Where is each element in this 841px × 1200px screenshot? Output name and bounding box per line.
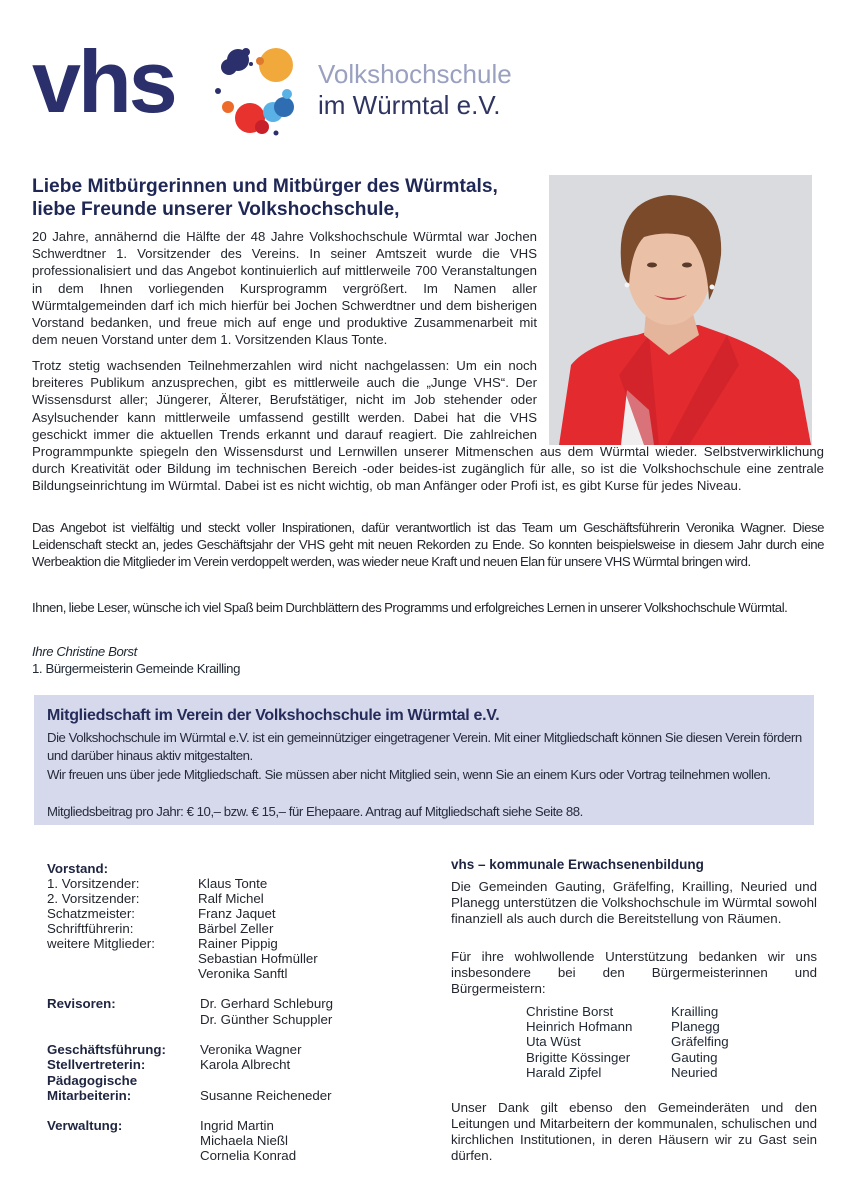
staff-name: Bärbel Zeller [198, 921, 274, 936]
mayor-town: Planegg [671, 1019, 720, 1034]
mayor-town: Gräfelfing [671, 1034, 729, 1049]
mayor-town: Gauting [671, 1050, 718, 1065]
letter-paragraph-3: Das Angebot ist vielfältig und steckt voller Inspirationen, dafür verantwortlich ist das Team um Geschäftsführerin Veronika Wagner. Diese Leidenschaft steckt an, jedes Geschäftsjahr der VHS geht mit neuen Rekorden zu Ende. So konnten beispielsweise in diesem Jahr durch eine Werbeaktion die Mitglieder im Verein verdoppelt werden, was wieder neue Kraft und neuen Elan für unsere VHS Würmtal bringen wird. [32, 520, 824, 570]
paedagogisch-name: Susanne Reicheneder [200, 1088, 332, 1103]
paedagogisch-label-2: Mitarbeiterin: [47, 1088, 132, 1103]
paedagogisch-label-1: Pädagogische [47, 1073, 138, 1088]
revisoren-label: Revisoren: [47, 996, 116, 1011]
mayor-town: Krailling [671, 1004, 719, 1019]
staff-role: Schatzmeister: [47, 906, 135, 921]
staff-name: Sebastian Hofmüller [198, 951, 318, 966]
verwaltung-label: Verwaltung: [47, 1118, 123, 1133]
community-paragraph-2: Für ihre wohlwollende Unterstützung bedanken wir uns insbesondere bei den Bürgermeisterinnen und Bürgermeistern: [451, 949, 817, 996]
geschaeftsfuehrung-name: Veronika Wagner [200, 1042, 302, 1057]
stellvertreterin-name: Karola Albrecht [200, 1057, 291, 1072]
signature-role: 1. Bürgermeisterin Gemeinde Krailling [32, 661, 241, 676]
geschaeftsfuehrung-label: Geschäftsführung: [47, 1042, 166, 1057]
letter-paragraph-1: 20 Jahre, annähernd die Hälfte der 48 Jahre Volkshochschule Würmtal war Jochen Schwerdtner 1. Vorsitzender des Vereins. In seiner Amtszeit wurde die VHS professionalisiert und das Angebot kontinuierlich auf mittlerweile 700 Veranstaltungen in dem Ihnen vorliegenden Kursprogramm vergrößert. Im Namen aller Würmtalgemeinden darf ich mich hierfür bei Jochen Schwerdtner und dem bisherigen Vorstand bedanken, und freue mich auf enge und produktive Zusammenarbeit mit dem neuen Vorstand unter dem 1. Vorsitzenden Klaus Tonte. [32, 229, 537, 348]
letter-paragraph-2 [32, 357, 824, 495]
signature-name: Ihre Christine Borst [32, 644, 137, 659]
greeting-heading-line2: liebe Freunde unserer Volkshochschule, [32, 199, 400, 220]
revisor-name: Dr. Gerhard Schleburg [200, 996, 334, 1011]
vorstand-heading: Vorstand: [47, 861, 109, 876]
membership-title: Mitgliedschaft im Verein der Volkshochschule im Würmtal e.V. [47, 707, 500, 724]
staff-role: Schriftführerin: [47, 921, 134, 936]
mayor-name: Heinrich Hofmann [526, 1019, 633, 1034]
staff-role: 1. Vorsitzender: [47, 876, 140, 891]
org-name-line1: Volkshochschule [318, 59, 512, 89]
staff-role: 2. Vorsitzender: [47, 891, 140, 906]
community-paragraph-1: Die Gemeinden Gauting, Gräfelfing, Krailling, Neuried und Planegg unterstützen die Volkshochschule im Würmtal sowohl finanziell als auch durch die Bereitstellung von Räumen. [451, 879, 817, 926]
vhs-logo-dots-icon [198, 40, 308, 140]
verwaltung-name: Cornelia Konrad [200, 1148, 297, 1163]
mayor-name: Brigitte Kössinger [526, 1050, 631, 1065]
photo-spacer [537, 357, 824, 443]
org-name-line2: im Würmtal e.V. [318, 90, 501, 120]
membership-paragraph-3: Mitgliedsbeitrag pro Jahr: € 10,– bzw. € 15,– für Ehepaare. Antrag auf Mitgliedschaft siehe Seite 88. [47, 804, 583, 819]
membership-paragraph-2: Wir freuen uns über jede Mitgliedschaft. Sie müssen aber nicht Mitglied sein, wenn Sie an einem Kurs oder Vortrag teilnehmen wollen. [47, 767, 771, 782]
vhs-logo-wordmark: vhs [32, 32, 175, 131]
staff-name: Rainer Pippig [198, 936, 278, 951]
membership-paragraph-1: Die Volkshochschule im Würmtal e.V. ist ein gemeinnütziger eingetragener Verein. Mit einer Mitgliedschaft können Sie diesen Verein fördern und darüber hinaus aktiv mitgestalten. [47, 730, 802, 763]
letter-paragraph-2-text: Trotz stetig wachsenden Teilnehmerzahlen wird nicht nachgelassen: Um ein noch breiteres Publikum anzusprechen, gibt es mittlerweile auch die „Junge VHS“. Der Wissensdurst aller; Jüngerer, Älterer, Berufstätiger, nicht im Job stehender oder Asylsuchender kann mittlerweile umfassend gestillt werden. Dabei hat die VHS geschickt immer die aktuellen Trends erkannt und darauf reagiert. Die zahlreichen Programmpunkte spiegeln den Wissensdurst und Lernwillen unserer Mitmenschen aus dem Würmtal wieder. Selbstverwirklichung durch Kreativität oder Bildung im technischen Bereich -oder beides-ist zugänglich für alle, so ist die Volkshochschule eine zentrale Bildungseinrichtung im Würmtal. Dabei ist es nicht wichtig, ob man Anfänger oder Profi ist, es gibt Kurse für jedes Niveau. [32, 358, 824, 494]
mayor-town: Neuried [671, 1065, 718, 1080]
stellvertreterin-label: Stellvertreterin: [47, 1057, 146, 1072]
letter-paragraph-4: Ihnen, liebe Leser, wünsche ich viel Spaß beim Durchblättern des Programms und erfolgreiches Lernen in unserer Volkshochschule Würmtal. [32, 600, 788, 615]
revisor-name: Dr. Günther Schuppler [200, 1012, 333, 1027]
staff-name: Ralf Michel [198, 891, 264, 906]
staff-name: Veronika Sanftl [198, 966, 288, 981]
staff-name: Klaus Tonte [198, 876, 268, 891]
greeting-heading [32, 175, 537, 221]
verwaltung-name: Ingrid Martin [200, 1118, 274, 1133]
community-paragraph-3: Unser Dank gilt ebenso den Gemeinderäten und den Leitungen und Mitarbeitern der kommunalen, schulischen und kirchlichen Institutionen, in deren Häusern wir zu Gast sein dürfen. [451, 1100, 817, 1163]
mayor-name: Uta Wüst [526, 1034, 581, 1049]
mayor-name: Christine Borst [526, 1004, 614, 1019]
staff-role: weitere Mitglieder: [47, 936, 155, 951]
staff-name: Franz Jaquet [198, 906, 276, 921]
greeting-heading-line1: Liebe Mitbürgerinnen und Mitbürger des Würmtals, [32, 176, 498, 197]
community-heading: vhs – kommunale Erwachsenenbildung [451, 857, 704, 872]
mayor-name: Harald Zipfel [526, 1065, 602, 1080]
verwaltung-name: Michaela Nießl [200, 1133, 288, 1148]
